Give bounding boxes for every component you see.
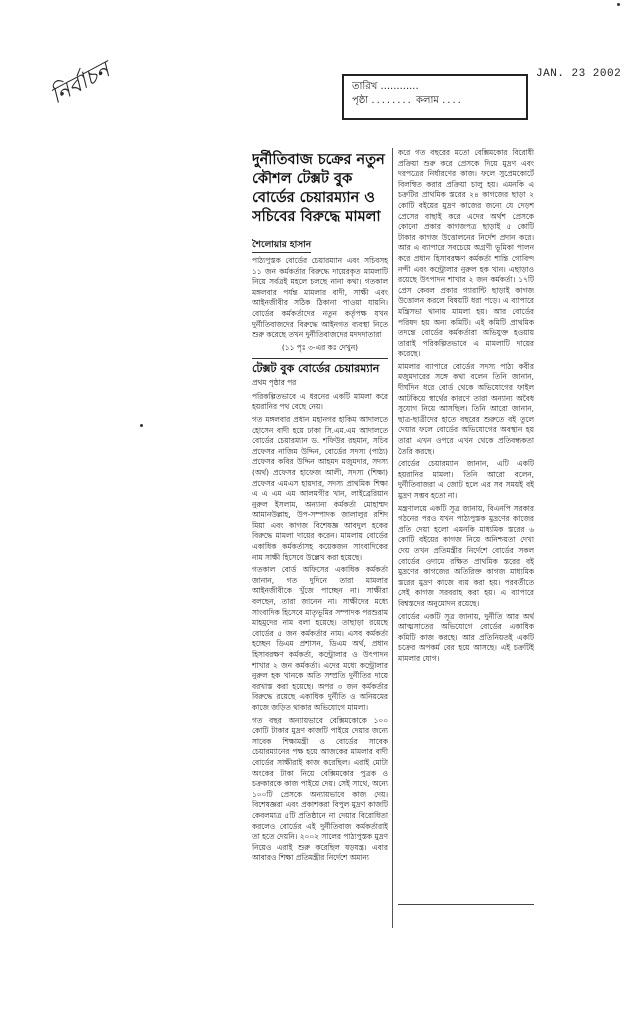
article-byline: শৈলোয়ার হাসান xyxy=(252,237,311,253)
article-lead: পাঠ্যপুস্তক বোর্ডের চেয়ারম্যান এবং সচিবসহ ১১ জন কর্মকর্তার বিরুদ্ধে দায়েরকৃত মামলাটি নিয়ে সর্বত্রই মহলে চলছে নানা কথা। গতকাল মঙ্গলবার পর্যন্ত মামলার বাদী, সাক্ষী এবং আইনজীবীর সঠিক ঠিকানা পাওয়া যায়নি। বোর্ডের কর্মকর্তাদের নতুন কর্তৃপক্ষ যখন দুর্নীতিবাজদের বিরুদ্ধে আইনগত ব্যবস্থা নিতে শুরু করেছে তখন দুর্নীতিবাজদের মদদদাতারা xyxy=(252,256,388,340)
filing-stamp xyxy=(342,74,528,120)
article-paragraph: মামলার ব্যাপারে বোর্ডের সদস্য পাঠ্য কবীর মজুমদারের সঙ্গে কথা বলেন তিনি জানান, দীর্ঘদিন ধরে বোর্ড থেকে অভিযোগের ফাইল আটকিয়ে স্বার্থের কারণে তারা অন্যান্য অবৈধ সুযোগ নিয়ে আসছিল। তিনি আরো জানান, ছাত্র-ছাত্রীদের হাতে বছরের শুরুতে বই তুলে দেয়ার ফলে বোর্ডের অভিযোগের অবস্থান হয় তারা এখন ওপরে এখন থেকে প্রতিবন্ধকতা তৈরি করছে। xyxy=(398,361,534,456)
article-end-rule xyxy=(398,904,534,905)
stamp-page-line: পৃষ্ঠা ........ কলাম .... xyxy=(352,95,463,106)
stamp-column-label: কলাম xyxy=(416,95,439,106)
continued-note: (১১ পৃঃ ৩-এর কঃ দেখুন) xyxy=(281,342,359,352)
stamp-date-line: তারিখ ............ xyxy=(352,81,419,92)
newspaper-clipping xyxy=(252,148,534,933)
article-paragraph: করে গত বছরের মতো বেক্সিমকোর বিরোধী প্রক্রিয়া শুরু করে প্রেসকে দিয়ে মুদ্রণ এবং দরপত্রের নির্ধারণের কাজ। ফলে সুপ্রেমকোর্টে বিলম্বিত করার প্রক্রিয়া চালু হয়। এমনকি এ চক্রটির প্রাথমিক স্তরের ২৪ কাগজের ছাড়া ২ কোটি বইয়ের মুদ্রণ কাজের জন্যে যে দেড়শ প্রেসের বাছাই করে এদের অর্থশ প্রেসকে কোনো প্রকার কাগজপত্র ছাড়াই ৫ কোটি টাকার কাগজ উত্তোলনের নির্দেশ প্রদান করে। আর এ ব্যাপারে সবচেয়ে অগ্রণী ভূমিকা পালন করে প্রধান হিসাবরক্ষণ কর্মকর্তা শান্তি গোবিন্দ নন্দী এবং কন্ট্রোলার নুরুল হক খান। এছাড়াও রয়েছে উৎপাদন শাখার ২ জন কর্মকর্তা। ১৭টি প্রেস কেবল প্রকার গ্যারান্টি ছাড়াই কাগজ উত্তোলন করলে বিষয়টি ধরা পড়ে। এ ব্যাপারে মন্ত্রিসভা থানায় মামলা হয়। আর বোর্ডের পরিষদ হয় অন্য কমিটি। এই কমিটি প্রাথমিক তদন্তে বোর্ডের কর্মকর্তারা অভিযুক্ত হওয়ায় তারাই পরিকল্পিতভাবে এ মামলাটি দায়ের করেছে। xyxy=(398,148,534,359)
date-stamp: JAN. 23 2002 xyxy=(536,68,622,80)
section-divider xyxy=(252,358,388,359)
scan-speck xyxy=(140,424,143,427)
article-paragraph: পরিকল্পিতভাবে এ ধরনের একটি মামলা করে হয়রানির পথ বেছে নেয়। xyxy=(252,391,388,412)
stamp-page-label: পৃষ্ঠা xyxy=(352,95,369,106)
handwritten-annotation: নির্বাচন xyxy=(46,57,115,110)
article-headline: দুর্নীতিবাজ চক্রের নতুন কৌশল টেক্সট বুক বোর্ডের চেয়ারম্যান ও সচিবের বিরুদ্ধে মামলা xyxy=(252,151,385,225)
column-divider xyxy=(392,148,393,928)
scan-speck xyxy=(617,3,620,6)
article-left-column xyxy=(252,148,388,933)
continuation-note: প্রথম পৃষ্ঠার পর xyxy=(252,377,297,387)
article-paragraph: মন্ত্রণালয়ে একটি সূত্র জানায়, বিএনপি সরকার গঠনের পরও যখন পাঠ্যপুস্তক মুদ্রণের কাজের প্রতি দেয়া হলো এমনকি মাধ্যমিক স্তরের ৬ কোটি বইয়ের কাগজ নিয়ে অনিশ্চয়তা দেখা দেয় তখন প্রতিমন্ত্রীর নির্দেশে বোর্ডের সকল বোর্ডের ওদামে রক্ষিত প্রাথমিক স্তরের বই মুদ্রণের কাগজের অতিরিক্ত কাগজ মাধ্যমিক স্তরের মুদ্রণ কাজে ব্যয় করা হয়। পরবর্তীতে সেই কাগজ সরবরাহ করা হয়। এ ব্যাপারে বিশ্বস্তদের অনুমোদন রয়েছে। xyxy=(398,503,534,608)
article-right-column xyxy=(398,148,534,933)
article-paragraph: বোর্ডের একটি সূত্র জানায়, দুর্নীতি আর অর্থ আত্মসাতের অভিযোগে বোর্ডের একাধিক কমিটি কাজ করছে। আর প্রতিনিয়তই একটি চক্রের অপকর্ম বের হয়ে আসছে। এই চক্রটিই মামলার যোগ। xyxy=(398,611,534,663)
continuation-subhead: টেক্সট বুক বোর্ডের চেয়ারম্যান xyxy=(252,361,380,375)
article-paragraph: গত বছর অন্যায়ভাবে বেক্সিমকোকে ১০০ কোটি টাকার মুদ্রণ কাজটি পাইয়ে দেয়ার জন্যে সাবেক শিক্ষামন্ত্রী ও বোর্ডের সাবেক চেয়ারম্যানের পক্ষ হয়ে আজকের মামলার বাদী বোর্ডের সাক্ষীরাই কাজ করেছিল। এরাই মোটা অংকের টাকা নিয়ে বেক্সিমকোর পুত্রক ও চক্রকারকে কাজ পাইয়ে দেয়। সেই সাথে, অন্যে ১০০টি প্রেসকে অন্যায়ভাবে কাজ দেয়। বিশেষজ্ঞরা এবং প্রকাশকরা বিপুল মুদ্রণ কাজটি কেবলমাত্র ৫টি প্রতিষ্ঠানে না দেয়ার বিরোধিতা করলেও বোর্ডের এই দুর্নীতিবাজ কর্মকর্তারাই তা হতে দেয়নি। ২০০২ সালের পাঠ্যপুস্তক মুদ্রণ নিয়েও এরাই শুরু করেছিল ষড়যন্ত্র। এবার আবারও শিক্ষা প্রতিমন্ত্রীর নির্দেশে অমান্য xyxy=(252,715,388,863)
article-paragraph: বোর্ডের চেয়ারম্যান জানান, এটি একটি হয়রানির মামলা। তিনি আরো বলেন, দুর্নীতিবাজরা এ জোট হলে এর সব সময়ই বই মুদ্রণ সম্ভব হতো না। xyxy=(398,459,534,500)
article-paragraph: গতকাল বোর্ড অফিসের একাধিক কর্মকর্তা জানান, গত দুদিনে তারা মামলার আইনজীবীকে খুঁজে পাচ্ছেন না। সাক্ষীরা বলছেন, তারা জানেন না। সাক্ষীদের মধ্যে সাংবাদিক হিসেবে মাতৃভূমির সম্পাদক পরশুরাম মাহমুদের নাম বলা হয়েছে। তাছাড়া রয়েছে বোর্ডের ৫ জন কর্মকর্তার নাম। এসব কর্মকর্তা হচ্ছেন ডিএম প্রশাসন, ডিএম অর্থ, প্রধান হিসাবরক্ষণ কর্মকর্তা, কন্ট্রোলার ও উৎপাদন শাখার ২ জন কর্মকর্তা। এদের মধ্যে কন্ট্রোলার নুরুল হক খানকে অতি সম্প্রতি দুর্নীতির দায়ে বরখাস্ত করা হয়েছে। অপর ৩ জন কর্মকর্তার বিরুদ্ধে রয়েছে একাধিক দুর্নীতি ও অনিয়মের কাজে জড়িত থাকার অভিযোগে মামলা। xyxy=(252,565,388,712)
article-paragraph: গত মঙ্গলবার প্রধান মহানগর হাকিম আদালতে হোসেন বাদী হয়ে ঢাকা সি.এম.এম আদালতে বোর্ডের চেয়ারম্যান ড. শফিউর রহমান, সচিব প্রফেসর নাজিম উদ্দিন, বোর্ডের সদস্য (পাঠ্য) প্রফেসর কবির উদ্দিন আহমদ মজুমদার, সদস্য (অর্থ) প্রফেসর হাফেজ আলী, সদস্য (শিক্ষা) প্রফেসর এমএস হায়দার, সদস্য প্রাথমিক শিক্ষা এ এ এম এম আলমগীর খান, লাইব্রেরিয়ান নুরুল ইসলাম, অন্যান্য কর্মকর্তা মোহাম্মদ আমানউল্লাহ, উপ-সম্পাদক জালালুর রশিদ মিয়া এবং কাগজ বিশেষজ্ঞ আবদুল হকের বিরুদ্ধে মামলা দায়ের করেন। মামলায় বোর্ডের একাধিক কর্মকর্তাসহ কয়েকজন সাংবাদিকের নাম সাক্ষী হিসেবে উল্লেখ করা হয়েছে। xyxy=(252,414,388,562)
